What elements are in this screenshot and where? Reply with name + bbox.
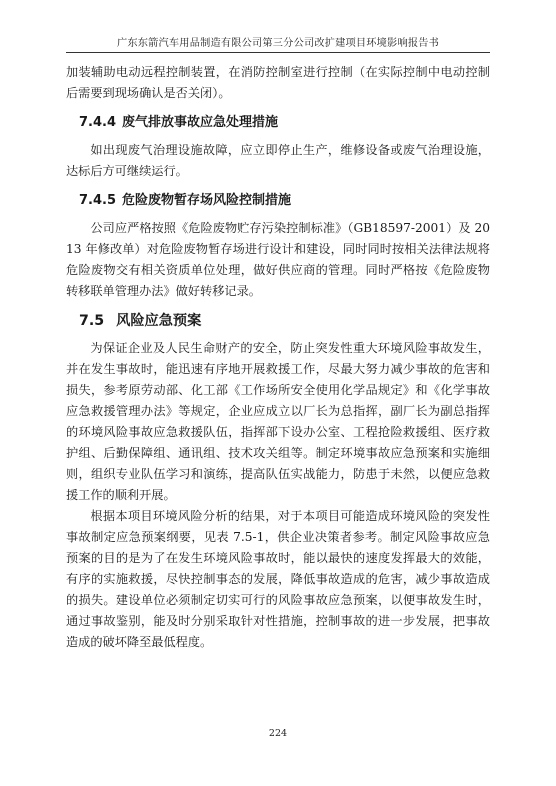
section-title: 废气排放事故应急处理措施	[122, 115, 279, 130]
section-title: 危险废物暂存场风险控制措施	[122, 193, 292, 208]
section-heading-7-5	[66, 310, 490, 332]
intro-paragraph: 加装辅助电动远程控制装置，在消防控制室进行控制（在实际控制中电动控制后需要到现场确认是否关闭）。	[66, 65, 490, 100]
page-number: 224	[268, 728, 288, 739]
section-heading-7-4-5	[66, 191, 490, 211]
section-number: 7.5	[79, 313, 105, 329]
section-heading-7-4-4	[66, 113, 490, 133]
page-header: 广东东箭汽车用品制造有限公司第三分公司改扩建项目环境影响报告书	[66, 36, 490, 53]
paragraph: 为保证企业及人民生命财产的安全，防止突发性重大环境风险事故发生，并在发生事故时，能迅速有序地开展救援工作，尽最大努力减少事故的危害和损失，参考原劳动部、化工部《工作场所安全使用化学品规定》和《化学事故应急救援管理办法》等规定，企业应成立以厂长为总指挥，副厂长为副总指挥的环境风险事故应急救援队伍，指挥部下设办公室、工程抢险救援组、医疗救护组、后勤保障组、通讯组、技术攻关组等。制定环境事故应急预案和实施细则，组织专业队伍学习和演练，提高队伍实战能力，防患于未然，以便应急救援工作的顺利开展。	[66, 341, 490, 502]
section-number: 7.4.5	[79, 193, 117, 208]
paragraph: 根据本项目环境风险分析的结果，对于本项目可能造成环境风险的突发性事故制定应急预案纲要，见表 7.5-1，供企业决策者参考。制定风险事故应急预案的目的是为了在发生环境风险事故时，能以最快的速度发挥最大的效能，有序的实施救援，尽快控制事态的发展，降低事故造成的危害，减少事故造成的损失。建设单位必须制定切实可行的风险事故应急预案，以便事故发生时，通过事故鉴别，能及时分别采取针对性措施，控制事故的进一步发展，把事故造成的破坏降至最低程度。	[66, 509, 490, 649]
paragraph: 公司应严格按照《危险废物贮存污染控制标准》（GB18597-2001）及 2013 年修改单）对危险废物暂存场进行设计和建设，同时同时按相关法律法规将危险废物交有相关资质单位处理，做好供应商的管理。同时严格按《危险废物转移联单管理办法》做好转移记录。	[66, 221, 490, 298]
section-title: 风险应急预案	[116, 313, 202, 329]
page-content	[66, 62, 490, 653]
section-number: 7.4.4	[79, 115, 117, 130]
paragraph: 如出现废气治理设施故障，应立即停止生产，维修设备或废气治理设施，达标后方可继续运行。	[66, 143, 490, 178]
